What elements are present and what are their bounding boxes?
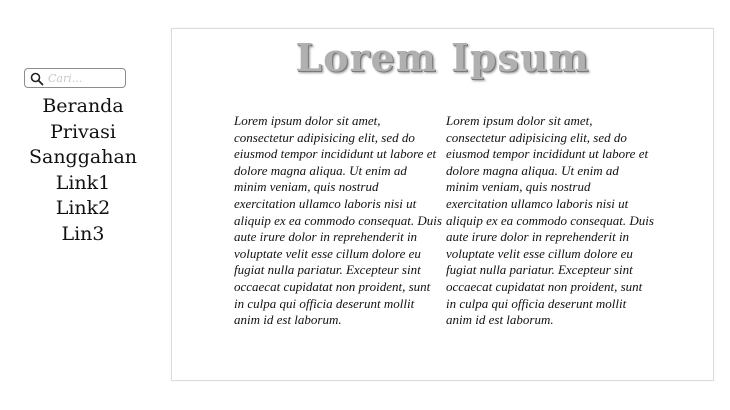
nav-item-beranda[interactable]: Beranda: [42, 95, 124, 117]
nav-item-link2[interactable]: Link2: [55, 197, 111, 219]
page-title: Lorem Ipsum: [295, 35, 590, 80]
nav-item-privasi[interactable]: Privasi: [50, 120, 116, 143]
content-panel: [171, 28, 714, 381]
search-box[interactable]: [24, 68, 126, 88]
text-column-right: Lorem ipsum dolor sit amet, consectetur adipisicing elit, sed do eiusmod tempor incididunt ut labore et dolore magna aliqua. Ut enim ad minim veniam, quis nostrud exercitation ullamco laboris nisi ut aliquip ex ea commodo consequat. Duis aute irure dolor in reprehenderit in voluptate velit esse cillum dolore eu fugiat nulla pariatur. Excepteur sint occaecat cupidatat non proident, sunt in culpa qui officia deserunt mollit anim id est laborum.: [446, 113, 654, 328]
nav-menu: [24, 94, 142, 247]
sidebar: [24, 68, 142, 247]
nav-item-link1[interactable]: Link1: [55, 171, 111, 194]
nav-item-lin3[interactable]: Lin3: [61, 222, 105, 245]
nav-item-sanggahan[interactable]: Sanggahan: [28, 146, 138, 168]
search-input[interactable]: [48, 70, 122, 86]
text-column-left: Lorem ipsum dolor sit amet, consectetur adipisicing elit, sed do eiusmod tempor incididunt ut labore et dolore magna aliqua. Ut enim ad minim veniam, quis nostrud exercitation ullamco laboris nisi ut aliquip ex ea commodo consequat. Duis aute irure dolor in reprehenderit in voluptate velit esse cillum dolore eu fugiat nulla pariatur. Excepteur sint occaecat cupidatat non proident, sunt in culpa qui officia deserunt mollit anim id est laborum.: [234, 113, 442, 328]
search-icon[interactable]: [30, 71, 44, 85]
text-columns: [234, 113, 654, 329]
